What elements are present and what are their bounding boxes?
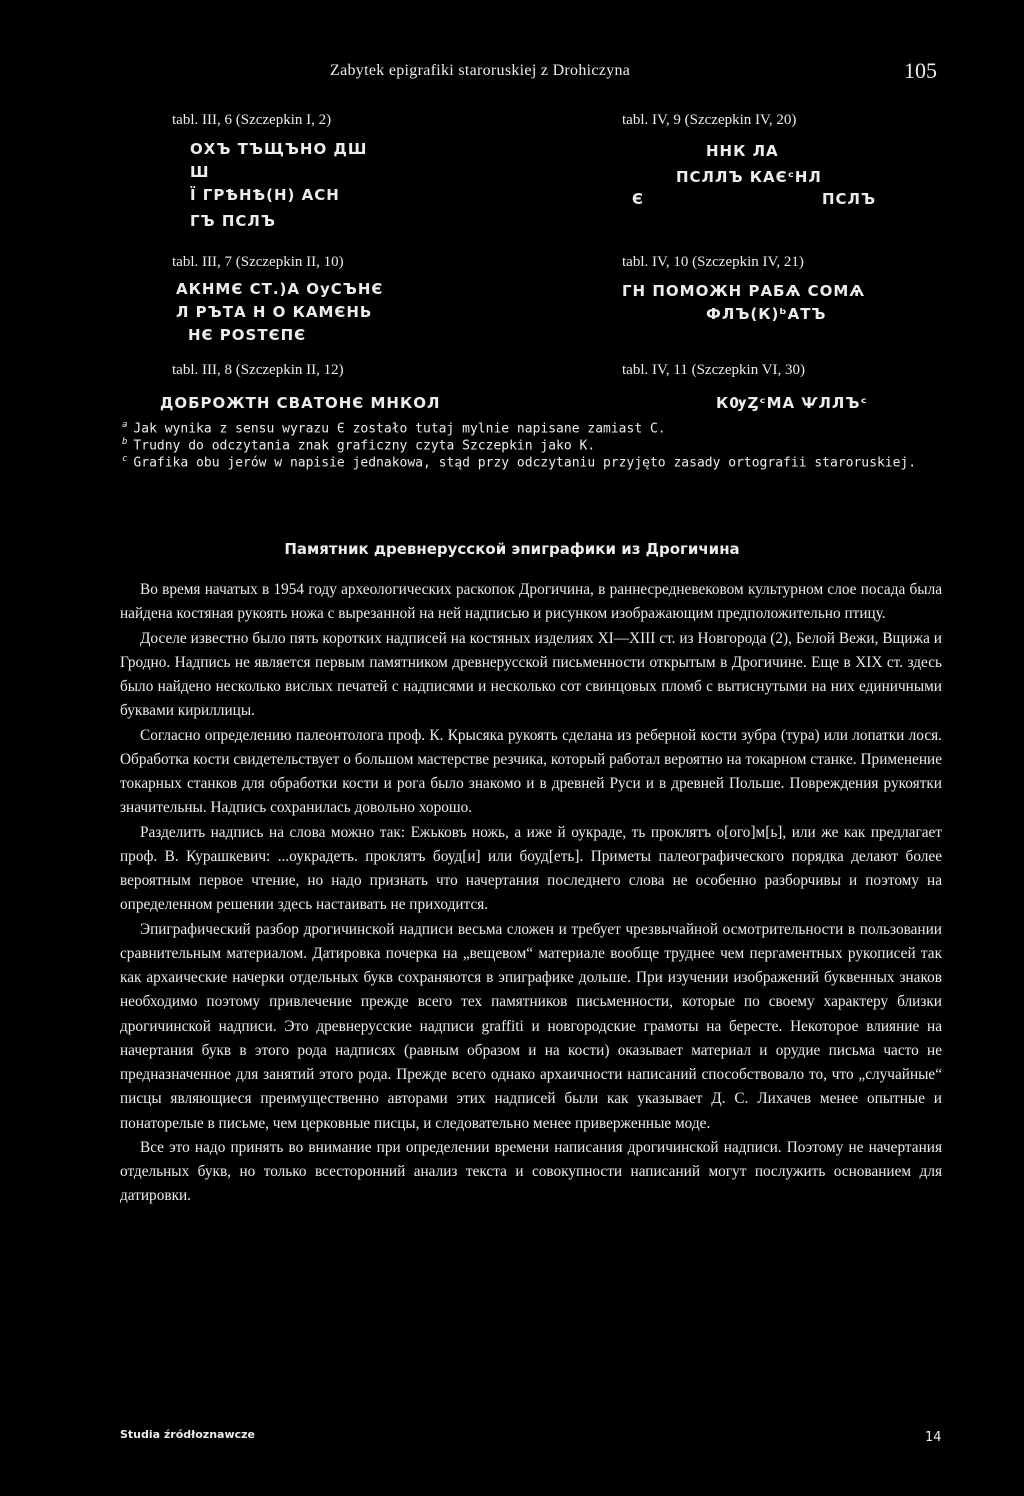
table-label: tabl. IV, 11 (Szczepkin VI, 30): [622, 362, 806, 378]
inscription-line: ФЛЪ(К)ᵇАТЪ: [706, 305, 827, 323]
inscription-line: ОХЪ ТЪЩЪНО ДШ: [190, 140, 368, 158]
paragraph: Все это надо принять во внимание при определении времени написания дрогичинской надписи. Поэтому не начертания отдельных букв, но только всесторонний анализ текста и совокупности написаний могут послужить основанием для датировки.: [120, 1138, 942, 1205]
paragraph: Во время начатых в 1954 году археологических раскопок Дрогичина, в раннесредневековом культурном слое посада была найдена костяная рукоять ножа с вырезанной на ней надписью и рисунком изображающим предположительно птицу.: [120, 581, 942, 623]
article-body: [120, 578, 942, 1209]
footnote-text: Trudny do odczytania znak graficzny czyta Szczepkin jako К.: [133, 438, 596, 454]
inscription-line: ННК ЛА: [706, 142, 779, 160]
paragraph: Эпиграфический разбор дрогичинской надписи весьма сложен и требует чрезвычайной осмотрительности в пользовании сравнительным материалом. Датировка почерка на „вещевом“ материале вообще труднее чем пергаментных рукописей так как архаические начерки отдельных букв сохраняются в эпиграфике дольше. При изучении изображений буквенных знаков необходимо поэтому привлечение прежде всего тех памятников письменности, которые по своему характеру близки дрогичинской надписи. Это древнерусские надписи graffiti и новгородские грамоты на бересте. Некоторое влияние на начертания букв в этого рода надписях (равным образом и на кости) оказывает материал и орудие письма часто не предназначенное для занятий этого рода. Прежде всего однако архаичности написаний способствовало то, что „случайные“ писцы являющиеся преимущественно авторами этих надписей были как указывает Д. С. Лихачев менее опытные и понаторелые в письме, чем церковные писцы, и следовательно менее приверженные моде.: [120, 920, 942, 1132]
footnote: [122, 420, 666, 436]
journal-name: Studia źródłoznawcze: [120, 1428, 256, 1441]
article-title: Памятник древнерусской эпиграфики из Дрогичина: [284, 540, 740, 558]
table-label: tabl. III, 8 (Szczepkin II, 12): [172, 362, 344, 378]
inscription-line: ПСЛЪ: [822, 190, 877, 208]
table-label: tabl. III, 7 (Szczepkin II, 10): [172, 254, 344, 270]
signature-number: 14: [925, 1430, 942, 1445]
running-title: Zabytek epigrafiki staroruskiej z Drohiczyna: [330, 62, 631, 79]
paragraph: Доселе известно было пять коротких надписей на костяных изделиях XI—XIII ст. из Новгорода (2), Белой Вежи, Вщижа и Гродно. Надпись не является первым памятником древнерусской письменности открытым в Дрогичине. Еще в XIX ст. здесь было найдено несколько вислых печатей с надписями и несколько сот свинцовых пломб с вытиснутыми на них единичными буквами кириллицы.: [120, 629, 942, 720]
paragraph: Согласно определению палеонтолога проф. К. Крысяка рукоять сделана из реберной кости зубра (тура) или лопатки лося. Обработка кости свидетельствует о большом мастерстве резчика, который работал вероятно на токарном станке. Применение токарных станков для обработки кости и рога было знакомо и в древней Руси и в древней Польше. Повреждения рукоятки значительны. Надпись сохранилась довольно хорошо.: [120, 726, 942, 817]
inscription-line: НЄ РОЅТЄПЄ: [188, 326, 307, 344]
footnote-text: Jak wynika z sensu wyrazu Є zostało tutaj mylnie napisane zamiast С.: [133, 421, 666, 437]
table-label: tabl. IV, 9 (Szczepkin IV, 20): [622, 112, 797, 128]
inscription-line: Є: [632, 190, 645, 208]
inscription-line: КѸȤᶜМА ѰЛЛЪᶜ: [716, 394, 868, 412]
table-label: tabl. IV, 10 (Szczepkin IV, 21): [622, 254, 804, 270]
inscription-line: ПСЛЛЪ КАЄᶜНЛ: [676, 168, 822, 186]
footnote: [122, 437, 595, 453]
paragraph: Разделить надпись на слова можно так: Ежьковъ ножь, а иже й оукраде, ть проклятъ о[ого]м[ь], или же как предлагает проф. В. Курашкевич: ...оукрадеть. проклятъ боуд[и] или боуд[еть]. Приметы палеографического порядка делают более вероятным первое чтение, но надо признать что начертания последнего слова не особенно разборчивы и поэтому на определенном решении здесь настаивать не приходится.: [120, 823, 942, 914]
inscription-line: Ï ГРѢНѢ(Н) АСН: [190, 186, 340, 204]
inscription-line: Ш: [190, 163, 210, 181]
footnote: [122, 454, 916, 470]
footnote-mark: a: [122, 420, 128, 430]
inscription-line: АКНМЄ СТ.)А ОуСЪНЄ: [176, 280, 384, 298]
footnote-mark: b: [122, 437, 128, 447]
page-number: 105: [904, 58, 937, 83]
inscription-line: ДОБРОЖТН СВАТОНЄ МНКОЛ: [160, 394, 441, 412]
footnote-text: Grafika obu jerów w napisie jednakowa, stąd przy odczytaniu przyjęto zasady ortografii staroruskiej.: [133, 455, 917, 471]
table-label: tabl. III, 6 (Szczepkin I, 2): [172, 112, 332, 128]
inscription-line: Л РЪТА Н О КАМЄНЬ: [176, 303, 373, 321]
footnote-mark: c: [122, 454, 128, 464]
inscription-line: ГН ПОМОЖН РАБѦ СОМѦ: [622, 282, 866, 300]
inscription-line: ГЪ ПСЛЪ: [190, 212, 276, 230]
